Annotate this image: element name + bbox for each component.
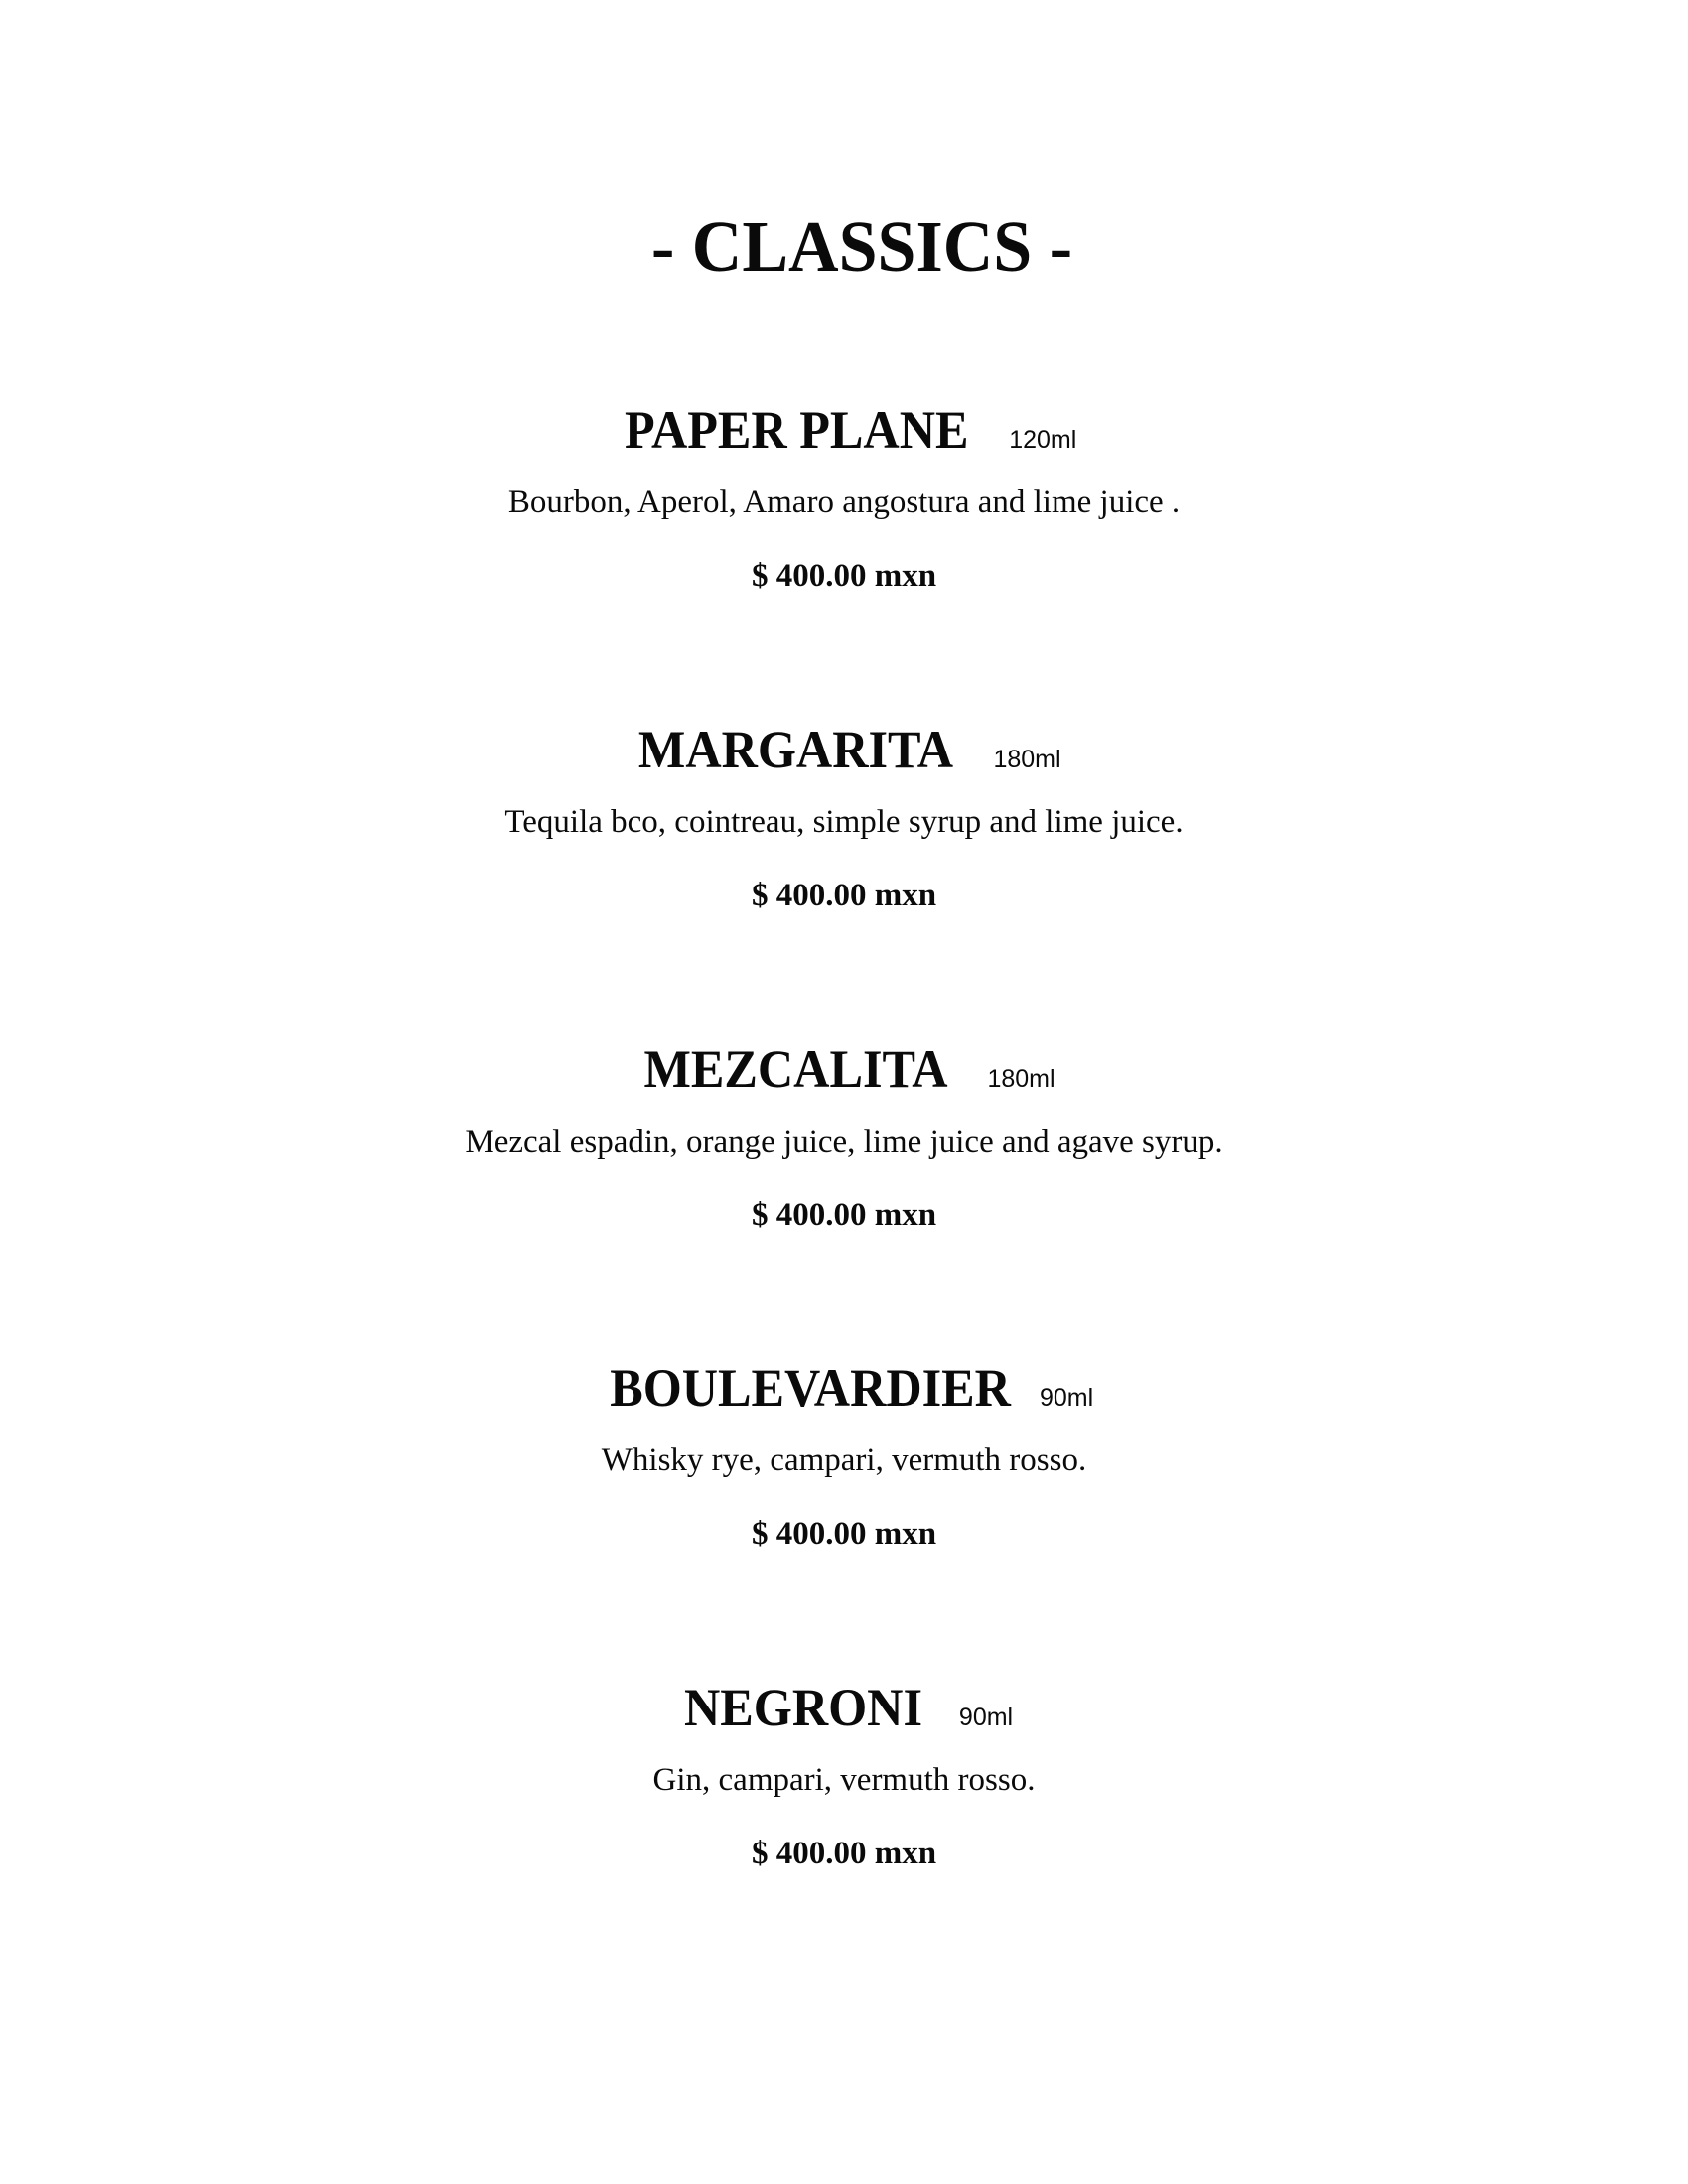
menu-item-header — [0, 395, 1688, 465]
drink-volume: 180ml — [993, 746, 1061, 773]
drink-description: Whisky rye, campari, vermuth rosso. — [601, 1442, 1087, 1478]
drink-description: Tequila bco, cointreau, simple syrup and lime juice. — [504, 804, 1184, 840]
drink-name: MARGARITA — [638, 720, 954, 779]
menu-item-header — [0, 1673, 1688, 1742]
drink-name: BOULEVARDIER — [610, 1358, 1011, 1418]
drink-name: MEZCALITA — [643, 1039, 948, 1099]
drink-volume: 90ml — [1039, 1384, 1094, 1412]
menu-item-header — [0, 1034, 1688, 1104]
drink-volume: 180ml — [987, 1065, 1055, 1093]
drink-description: Bourbon, Aperol, Amaro angostura and lime juice . — [507, 484, 1181, 520]
drink-description: Gin, campari, vermuth rosso. — [652, 1762, 1036, 1798]
drink-price: $ 400.00 mxn — [751, 878, 937, 913]
drink-description: Mezcal espadin, orange juice, lime juice and agave syrup. — [465, 1124, 1223, 1160]
section-title: - CLASSICS - — [651, 207, 1072, 288]
drink-name: PAPER PLANE — [624, 400, 969, 460]
drink-volume: 90ml — [958, 1704, 1014, 1731]
drink-price: $ 400.00 mxn — [751, 1836, 937, 1871]
drink-price: $ 400.00 mxn — [751, 558, 937, 594]
drink-price: $ 400.00 mxn — [751, 1197, 937, 1233]
drink-name: NEGRONI — [683, 1678, 922, 1737]
drink-price: $ 400.00 mxn — [751, 1516, 937, 1552]
drink-volume: 120ml — [1009, 426, 1077, 454]
menu-item-header — [0, 1353, 1688, 1423]
menu-item-header — [0, 715, 1688, 784]
